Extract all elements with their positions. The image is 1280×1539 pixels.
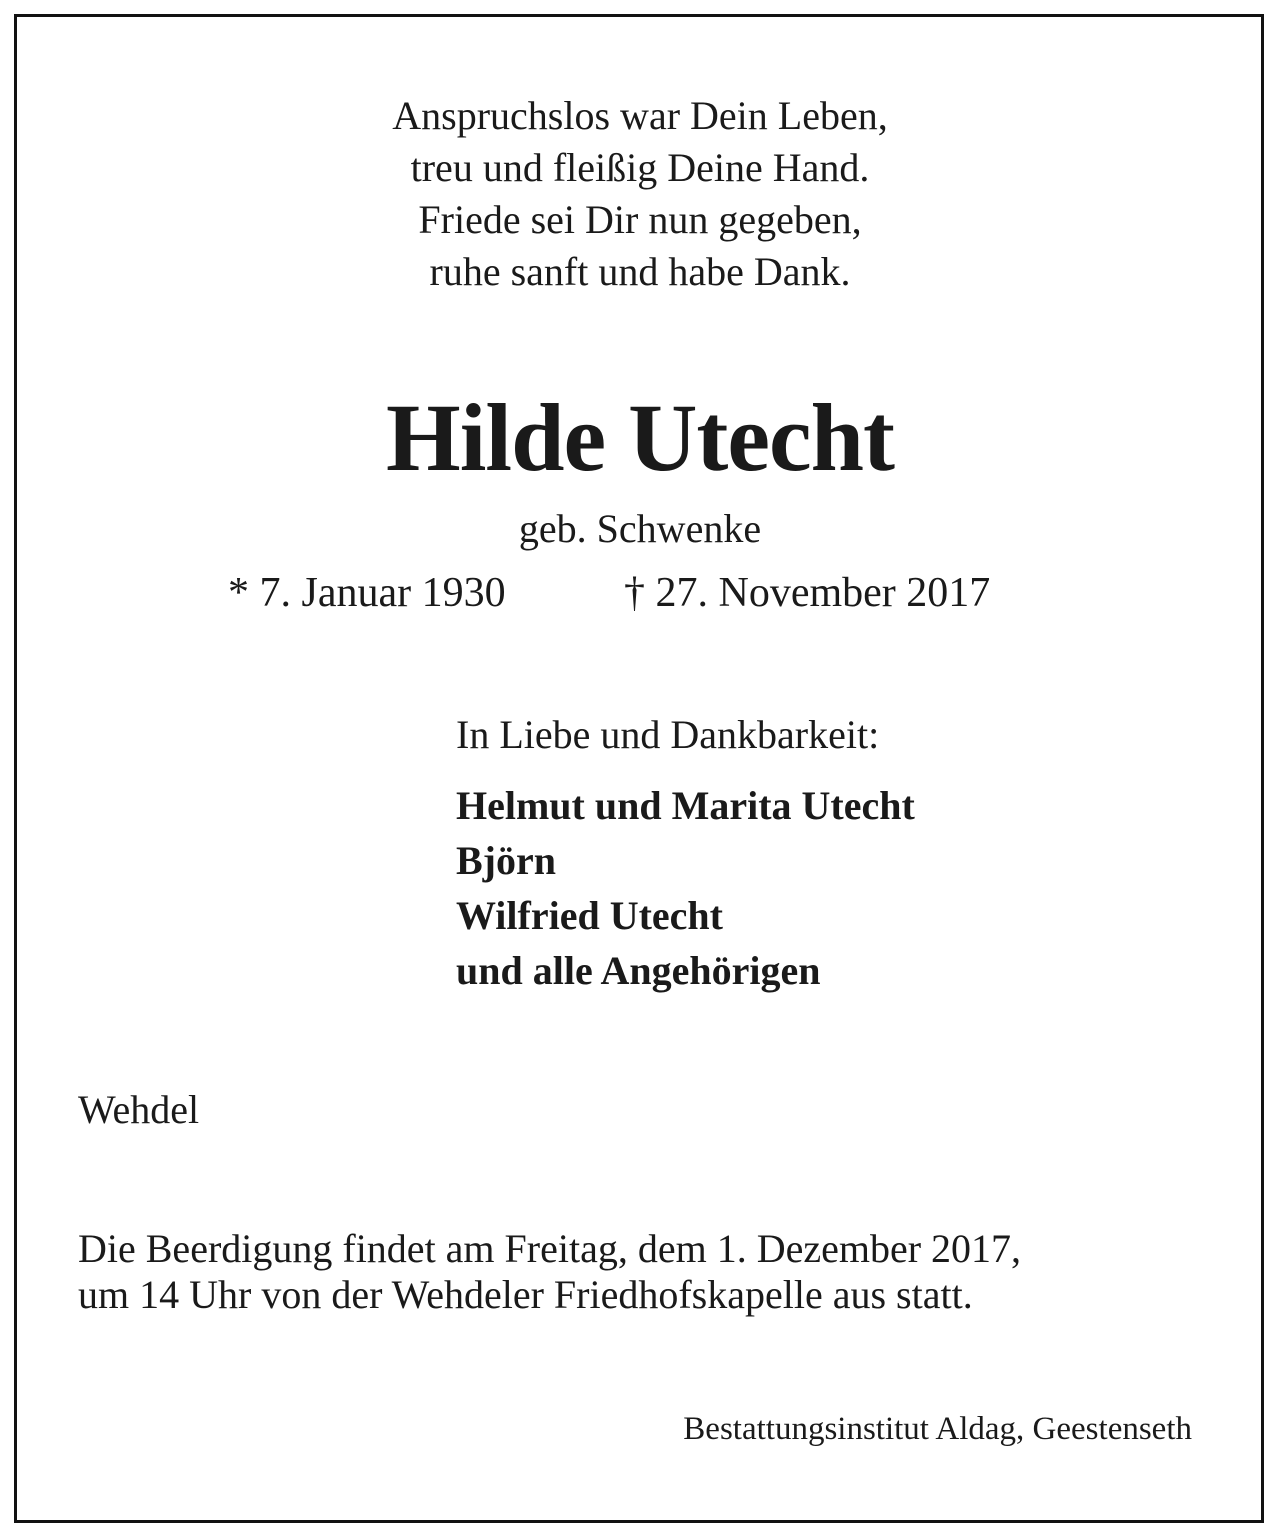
maiden-name: geb. Schwenke: [518, 506, 762, 551]
mourner-name: und alle Angehörigen: [456, 948, 821, 993]
poem-line: ruhe sanft und habe Dank.: [429, 249, 851, 294]
poem-line: treu und fleißig Deine Hand.: [410, 145, 870, 190]
funeral-line: um 14 Uhr von der Wehdeler Friedhofskapelle aus statt.: [78, 1272, 973, 1317]
poem-line: Friede sei Dir nun gegeben,: [418, 197, 862, 242]
memorial-poem: [0, 90, 1280, 298]
death-date: † 27. November 2017: [624, 570, 991, 616]
mourner-name: Wilfried Utecht: [456, 893, 723, 938]
mourners-list: [456, 778, 915, 998]
undertaker-name: Bestattungsinstitut Aldag, Geestenseth: [683, 1411, 1192, 1447]
mourner-name: Helmut und Marita Utecht: [456, 783, 915, 828]
place-name: Wehdel: [78, 1087, 200, 1132]
birth-date: * 7. Januar 1930: [228, 570, 506, 616]
funeral-details: [78, 1226, 1021, 1318]
deceased-name: Hilde Utecht: [386, 384, 894, 491]
poem-line: Anspruchslos war Dein Leben,: [392, 93, 888, 138]
funeral-line: Die Beerdigung findet am Freitag, dem 1. Dezember 2017,: [78, 1226, 1022, 1271]
dedication-line: In Liebe und Dankbarkeit:: [456, 712, 880, 757]
mourner-name: Björn: [456, 838, 556, 883]
